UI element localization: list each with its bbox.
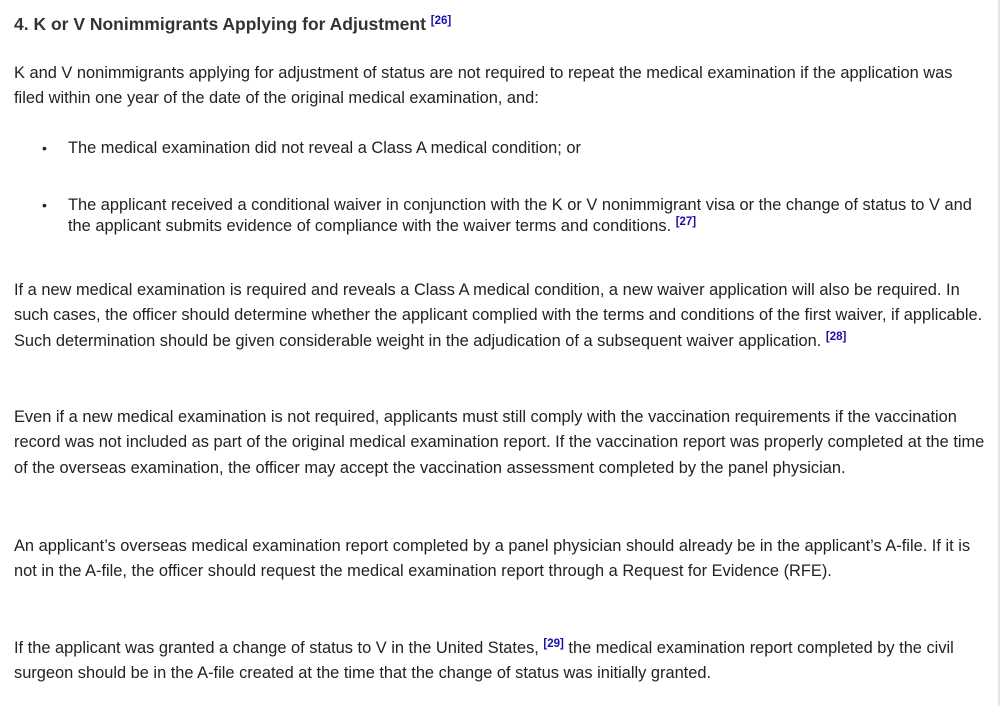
change-of-status-text-before: If the applicant was granted a change of status to V in the United States,	[14, 639, 539, 657]
change-of-status-text-after: the medical examination report completed by the civil surgeon should be in the A-file created at the time that the change of status was initially granted.	[14, 639, 954, 683]
intro-paragraph: K and V nonimmigrants applying for adjustment of status are not required to repeat the medical examination if the application was filed within one year of the date of the original medical examination, and:	[14, 64, 953, 108]
list-item	[42, 195, 972, 237]
new-exam-text: If a new medical examination is required and reveals a Class A medical condition, a new waiver application will also be required. In such cases, the officer should determine whether the applicant complied with the terms and conditions of the first waiver, if applicable. Such determination should be given considerable weight in the adjudication of a subsequent waiver application.	[14, 281, 983, 350]
footnote-ref-26[interactable]: [26]	[430, 15, 452, 27]
change-of-status-paragraph	[14, 636, 986, 687]
bullet-text	[68, 195, 972, 237]
list-item	[42, 138, 972, 159]
vaccination-paragraph: Even if a new medical examination is not required, applicants must still comply with the vaccination requirements if the vaccination record was not included as part of the original medical examination report. If the vaccination report was properly completed at the time of the overseas examination, the officer may accept the vaccination assessment completed by the panel physician.	[14, 408, 985, 477]
bullet-marker: •	[42, 197, 47, 213]
section-heading-text: 4. K or V Nonimmigrants Applying for Adjustment	[14, 14, 426, 34]
section-heading	[14, 14, 451, 35]
footnote-ref-27[interactable]: [27]	[675, 216, 697, 228]
overseas-report-paragraph: An applicant’s overseas medical examination report completed by a panel physician should already be in the applicant’s A-file. If it is not in the A-file, the officer should request the medical examination report through a Request for Evidence (RFE).	[14, 537, 971, 581]
new-exam-paragraph	[14, 278, 986, 354]
footnote-ref-28[interactable]: [28]	[825, 330, 847, 343]
bullet-marker: •	[42, 140, 47, 156]
footnote-ref-29[interactable]: [29]	[543, 638, 564, 650]
bullet-text: The medical examination did not reveal a Class A medical condition; or	[68, 139, 581, 157]
bullet-text-body: The applicant received a conditional waiver in conjunction with the K or V nonimmigrant visa or the change of status to V and the applicant submits evidence of compliance with the waiver terms and conditions.	[68, 196, 972, 235]
